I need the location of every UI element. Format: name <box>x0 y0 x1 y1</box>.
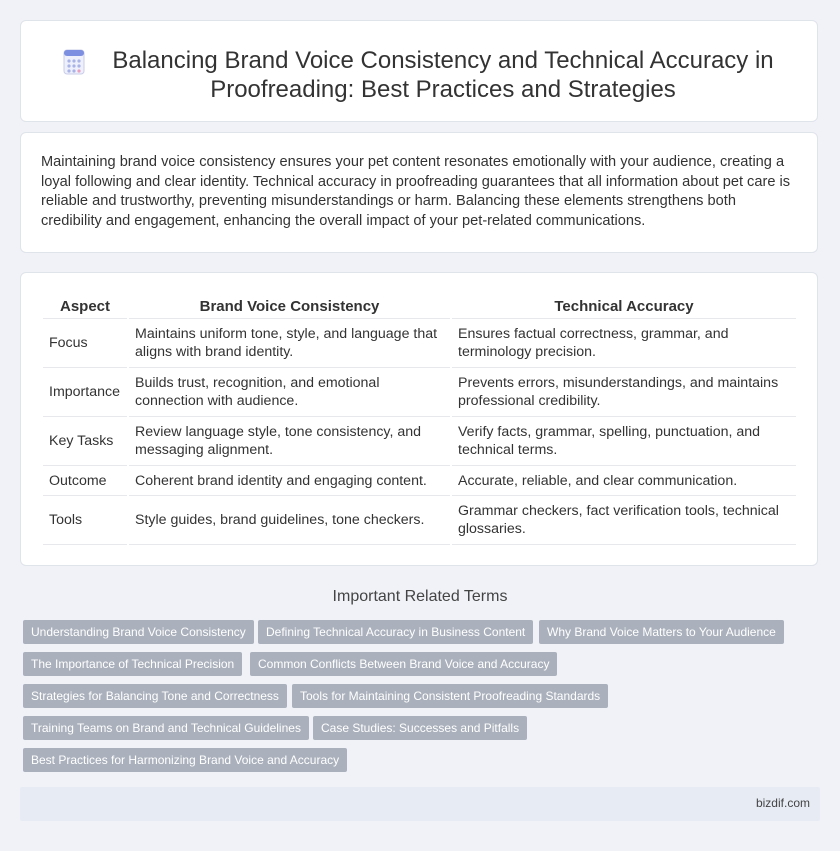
table-cell: Importance <box>43 368 127 417</box>
table-cell: Verify facts, grammar, spelling, punctuation, and technical terms. <box>452 417 796 466</box>
related-term-tag[interactable]: Why Brand Voice Matters to Your Audience <box>539 620 784 644</box>
footer <box>20 787 820 821</box>
table-row <box>43 319 796 368</box>
table-cell: Outcome <box>43 466 127 496</box>
calculator-icon <box>61 49 87 75</box>
comparison-table-card <box>20 272 818 566</box>
table-cell: Style guides, brand guidelines, tone checkers. <box>129 496 450 545</box>
intro-text: Maintaining brand voice consistency ensures your pet content resonates emotionally with your audience, creating a loyal following and clear identity. Technical accuracy in proofreading guarantees that all information about pet care is reliable and trustworthy, preventing misunderstandings or harm. Balancing these elements strengthens both credibility and engagement, enhancing the overall impact of your pet-related communications. <box>41 154 791 229</box>
related-term-tag[interactable]: The Importance of Technical Precision <box>23 652 242 676</box>
related-terms-title: Important Related Terms <box>332 588 508 605</box>
related-term-tag[interactable]: Defining Technical Accuracy in Business Content <box>258 620 533 644</box>
intro-card <box>20 132 818 253</box>
table-cell: Prevents errors, misunderstandings, and maintains professional credibility. <box>452 368 796 417</box>
table-cell: Coherent brand identity and engaging content. <box>129 466 450 496</box>
table-cell: Ensures factual correctness, grammar, and terminology precision. <box>452 319 796 368</box>
page-title: Balancing Brand Voice Consistency and Technical Accuracy in Proofreading: Best Practices and Strategies <box>112 47 774 103</box>
table-cell: Key Tasks <box>43 417 127 466</box>
related-term-tag[interactable]: Best Practices for Harmonizing Brand Voice and Accuracy <box>23 748 347 772</box>
table-cell: Accurate, reliable, and clear communication. <box>452 466 796 496</box>
table-cell: Review language style, tone consistency, and messaging alignment. <box>129 417 450 466</box>
table-row <box>43 368 796 417</box>
table-cell: Maintains uniform tone, style, and language that aligns with brand identity. <box>129 319 450 368</box>
footer-site-link[interactable]: bizdif.com <box>755 796 810 810</box>
table-cell: Builds trust, recognition, and emotional connection with audience. <box>129 368 450 417</box>
table-row <box>43 417 796 466</box>
table-cell: Tools <box>43 496 127 545</box>
table-row <box>43 496 796 545</box>
table-row <box>43 466 796 496</box>
column-header-aspect: Aspect <box>43 295 127 319</box>
related-term-tag[interactable]: Common Conflicts Between Brand Voice and Accuracy <box>250 652 557 676</box>
related-term-tag[interactable]: Understanding Brand Voice Consistency <box>23 620 254 644</box>
header-card <box>20 20 818 122</box>
column-header-brand-voice: Brand Voice Consistency <box>129 295 450 319</box>
column-header-technical-accuracy: Technical Accuracy <box>452 295 796 319</box>
related-term-tag[interactable]: Training Teams on Brand and Technical Guidelines <box>23 716 309 740</box>
related-term-tag[interactable]: Strategies for Balancing Tone and Correctness <box>23 684 287 708</box>
related-term-tag[interactable]: Case Studies: Successes and Pitfalls <box>313 716 527 740</box>
table-cell: Focus <box>43 319 127 368</box>
table-cell: Grammar checkers, fact verification tools, technical glossaries. <box>452 496 796 545</box>
comparison-table <box>41 295 798 545</box>
related-term-tag[interactable]: Tools for Maintaining Consistent Proofreading Standards <box>292 684 608 708</box>
